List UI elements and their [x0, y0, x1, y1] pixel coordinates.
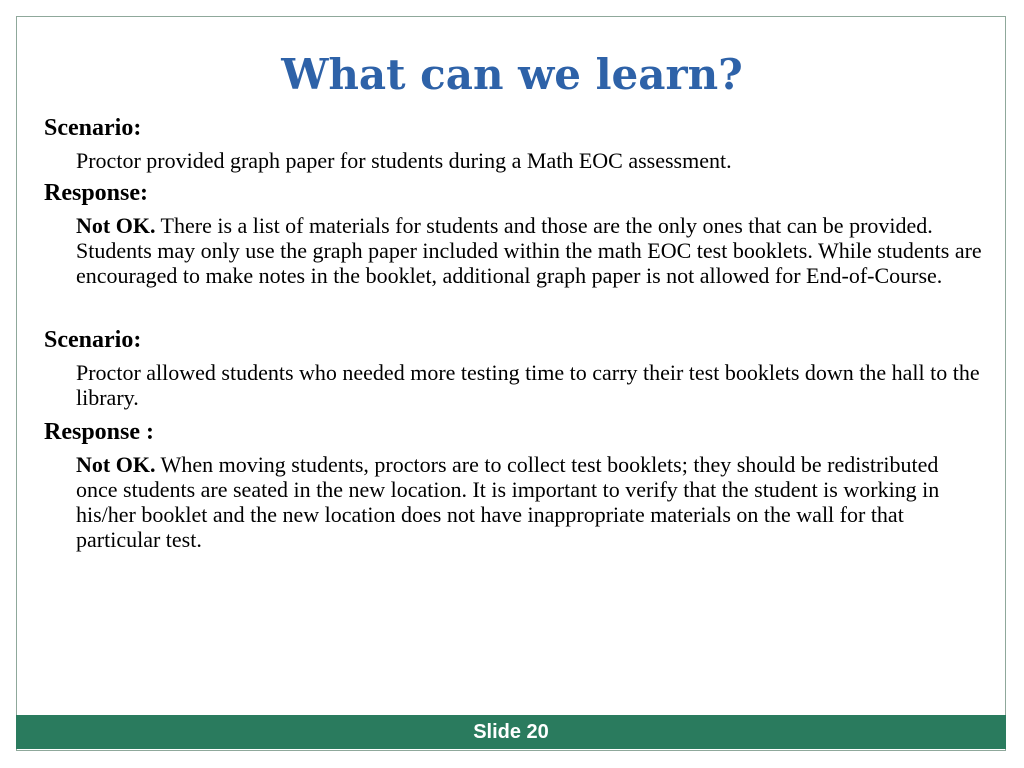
- slide-number: Slide 20: [473, 721, 549, 743]
- response-2-heading: Response :: [44, 419, 155, 445]
- slide-footer: [16, 715, 1006, 749]
- response-1-text: There is a list of materials for students and those are the only ones that can be provided. Students may only use the graph paper included within the math EOC test booklets. While students are encouraged to make notes in the booklet, additional graph paper is not allowed for End-of-Course.: [76, 213, 982, 288]
- response-2-lead: Not OK.: [76, 452, 156, 477]
- response-2: [44, 416, 984, 552]
- slide-content: [44, 112, 984, 552]
- response-1: [44, 177, 984, 288]
- response-1-paragraph: [76, 213, 984, 288]
- scenario-2-text: Proctor allowed students who needed more testing time to carry their test booklets down the hall to the library.: [76, 360, 980, 410]
- response-1-heading: Response:: [44, 180, 149, 206]
- scenario-1-text: Proctor provided graph paper for students during a Math EOC assessment.: [76, 148, 732, 173]
- response-2-text: When moving students, proctors are to collect test booklets; they should be redistributed once students are seated in the new location. It is important to verify that the student is working in his/her booklet and the new location does not have inappropriate materials on the wall for that particular test.: [76, 452, 940, 552]
- slide-title: What can we learn?: [281, 50, 743, 99]
- scenario-1: [44, 112, 984, 173]
- response-1-lead: Not OK.: [76, 213, 156, 238]
- scenario-1-heading: Scenario:: [44, 115, 142, 141]
- scenario-2-heading: Scenario:: [44, 327, 142, 353]
- response-2-paragraph: [76, 452, 984, 552]
- scenario-2: [44, 324, 984, 410]
